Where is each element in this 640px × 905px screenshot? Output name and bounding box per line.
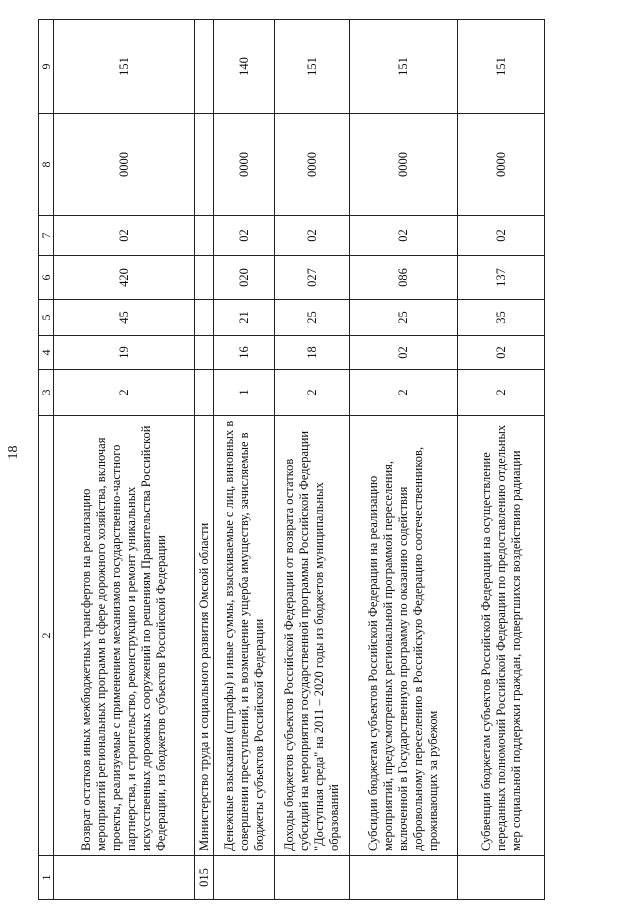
- code-cell: 02: [350, 336, 458, 370]
- admin-code-cell: [275, 856, 350, 900]
- column-header: 4: [39, 336, 54, 370]
- code-cell: 02: [458, 336, 545, 370]
- column-header: 1: [39, 856, 54, 900]
- admin-code-cell: [350, 856, 458, 900]
- table-row: [350, 20, 458, 900]
- code-cell: 02: [54, 216, 195, 256]
- code-cell: 027: [275, 256, 350, 300]
- admin-code-cell: 015: [195, 856, 214, 900]
- code-cell: 2: [275, 370, 350, 416]
- table-row: [458, 20, 545, 900]
- code-cell: 16: [214, 336, 275, 370]
- column-header: 3: [39, 370, 54, 416]
- table-row: [214, 20, 275, 900]
- code-cell: 0000: [54, 114, 195, 216]
- table-row: [195, 20, 214, 900]
- code-cell: [195, 114, 214, 216]
- description-cell: Субсидии бюджетам субъектов Российской Федерации на реализацию мероприятий, предусмотренных региональной программой переселения, включенной в Государственную программу по оказанию содействия добровольному переселению в Российскую Федерацию соотечественников, проживающих за рубежом: [350, 416, 458, 856]
- budget-classification-table: [38, 19, 545, 900]
- code-cell: 18: [275, 336, 350, 370]
- code-cell: 19: [54, 336, 195, 370]
- admin-code-cell: [458, 856, 545, 900]
- column-header: 9: [39, 20, 54, 114]
- code-cell: 21: [214, 300, 275, 336]
- code-cell: 140: [214, 20, 275, 114]
- description-cell: Субвенции бюджетам субъектов Российской Федерации на осуществление переданных полномочий Российской Федерации по предоставлению отдельных мер социальной поддержки граждан, подвергшихся воздействию радиации: [458, 416, 545, 856]
- code-cell: 02: [275, 216, 350, 256]
- column-header: 5: [39, 300, 54, 336]
- admin-code-cell: [214, 856, 275, 900]
- column-header: 2: [39, 416, 54, 856]
- description-cell: Доходы бюджетов субъектов Российской Федерации от возврата остатков субсидий на мероприятия государственной программы Российской Федерации "Доступная среда" на 2011 – 2020 годы из бюджетов муниципальных образований: [275, 416, 350, 856]
- code-cell: 151: [350, 20, 458, 114]
- code-cell: 151: [275, 20, 350, 114]
- code-cell: 2: [458, 370, 545, 416]
- code-cell: 02: [458, 216, 545, 256]
- column-header: 8: [39, 114, 54, 216]
- column-header: 7: [39, 216, 54, 256]
- code-cell: 0000: [350, 114, 458, 216]
- table-row: [275, 20, 350, 900]
- code-cell: 086: [350, 256, 458, 300]
- column-header: 6: [39, 256, 54, 300]
- code-cell: 420: [54, 256, 195, 300]
- code-cell: 2: [54, 370, 195, 416]
- column-number-row: [39, 20, 54, 900]
- code-cell: 137: [458, 256, 545, 300]
- code-cell: 0000: [214, 114, 275, 216]
- code-cell: [195, 336, 214, 370]
- description-cell: Денежные взыскания (штрафы) и иные суммы, взыскиваемые с лиц, виновных в совершении преступлений, и в возмещение ущерба имуществу, зачисляемые в бюджеты субъектов Российской Федерации: [214, 416, 275, 856]
- code-cell: 02: [214, 216, 275, 256]
- table-row: [54, 20, 195, 900]
- code-cell: 02: [350, 216, 458, 256]
- description-cell: Возврат остатков иных межбюджетных трансфертов на реализацию мероприятий региональных программ в сфере дорожного хозяйства, включая проекты, реализуемые с применением механизмов государственно-частного партнерства, и строительство, реконструкцию и ремонт уникальных искусственных дорожных сооружений по решениям Правительства Российской Федерации, из бюджетов субъектов Российской Федерации: [54, 416, 195, 856]
- code-cell: 0000: [275, 114, 350, 216]
- code-cell: 35: [458, 300, 545, 336]
- code-cell: 0000: [458, 114, 545, 216]
- code-cell: [195, 256, 214, 300]
- description-cell: Министерство труда и социального развития Омской области: [195, 416, 214, 856]
- code-cell: 151: [458, 20, 545, 114]
- code-cell: [195, 300, 214, 336]
- code-cell: 25: [350, 300, 458, 336]
- code-cell: [195, 370, 214, 416]
- code-cell: 020: [214, 256, 275, 300]
- code-cell: 25: [275, 300, 350, 336]
- page-number: 18: [6, 445, 21, 460]
- admin-code-cell: [54, 856, 195, 900]
- code-cell: 45: [54, 300, 195, 336]
- code-cell: 2: [350, 370, 458, 416]
- code-cell: [195, 20, 214, 114]
- code-cell: [195, 216, 214, 256]
- code-cell: 151: [54, 20, 195, 114]
- code-cell: 1: [214, 370, 275, 416]
